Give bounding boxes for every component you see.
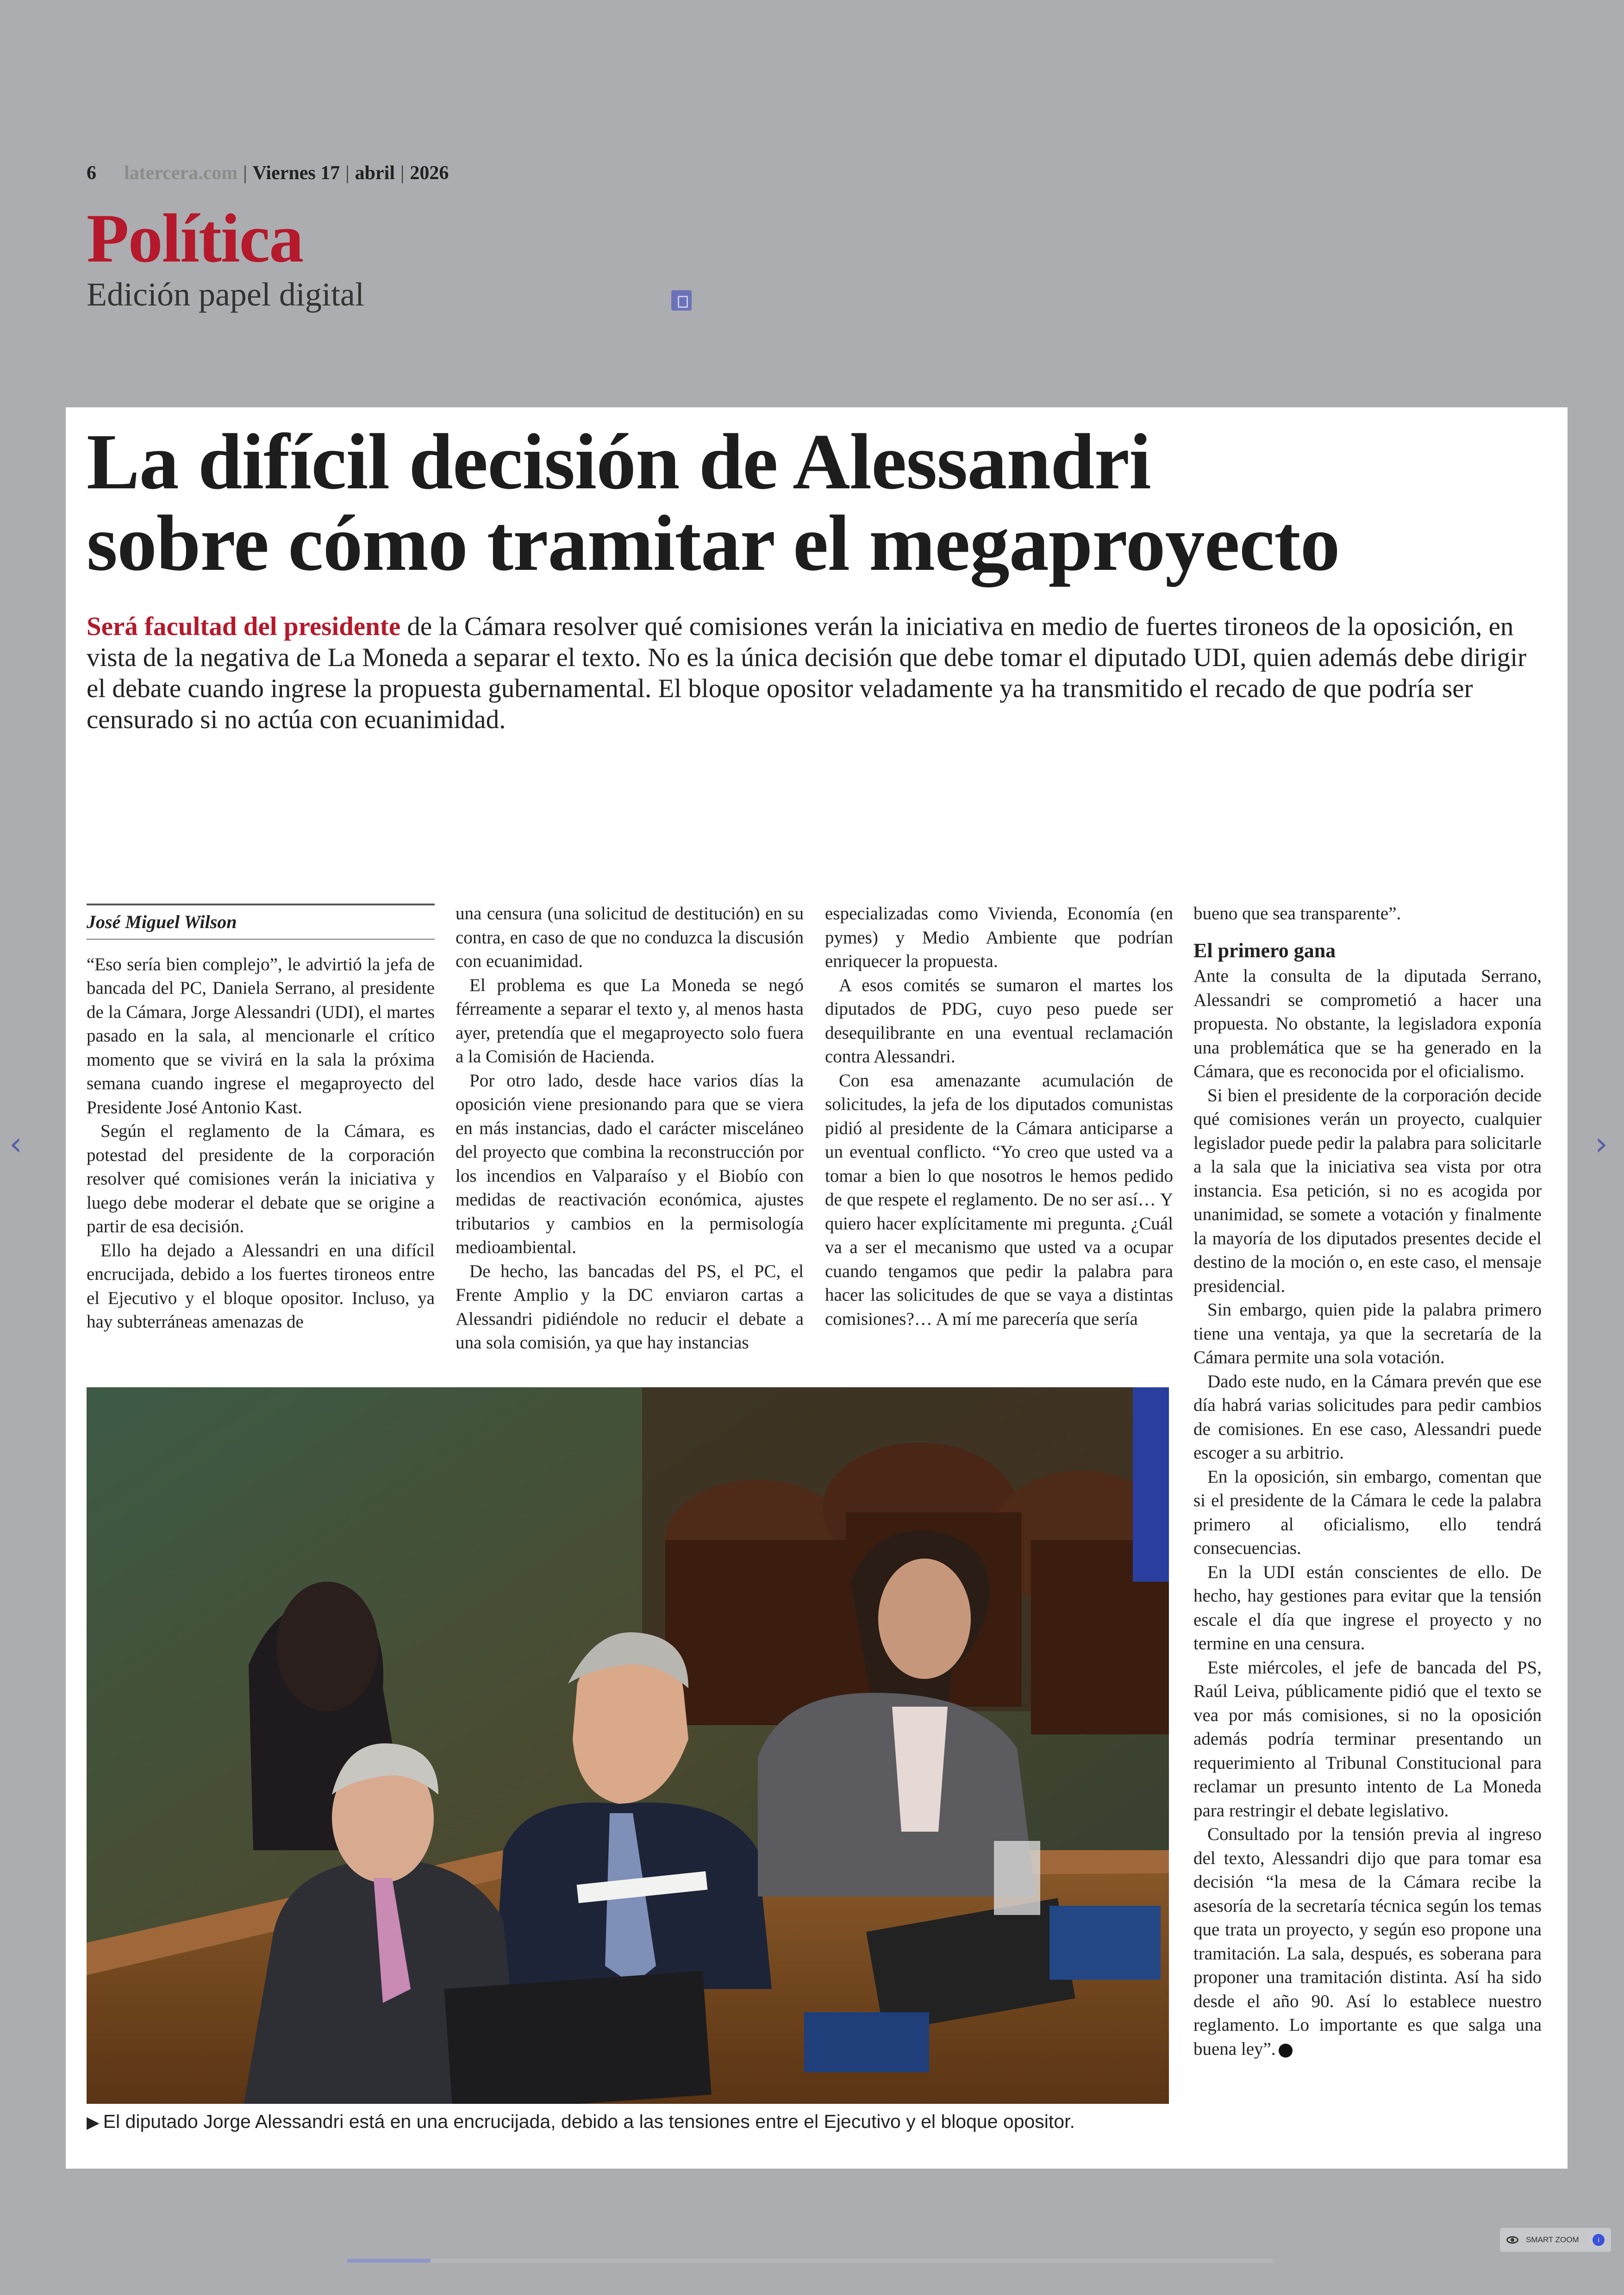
headline: [87, 418, 1545, 587]
end-mark-icon: [1279, 2044, 1293, 2058]
paragraph: Ante la consulta de la diputada Serrano, Alessandri se comprometió a hacer una propuesta. No obstante, la legisladora exponía una problemática que se ha generado en la Cámara, que es reconocida por el oficialismo.: [1193, 966, 1542, 1081]
issue-year: 2026: [410, 162, 449, 184]
paragraph: A esos comités se sumaron el martes los diputados de PDG, cuyo peso puede ser desequilibrante en una eventual reclamación contra Alessandri.: [825, 975, 1173, 1066]
issue-month: abril: [355, 162, 395, 184]
article-photo[interactable]: [87, 1387, 1169, 2104]
paragraph-text: Consultado por la tensión previa al ingreso del texto, Alessandri dijo que para tomar esa decisión “la mesa de la Cámara recibe la asesoría de la secretaría técnica según los temas que trata un proyecto, y según eso propone una tramitación. La sala, después, es soberana para proponer una tramitación distinta. Así ha sido desde el año 90. Así lo establece nuestro reglamento. Lo importante es que salga una buena ley”.: [1193, 1824, 1542, 2059]
chevron-left-icon[interactable]: ‹: [9, 1125, 22, 1163]
section-subtitle: Edición papel digital: [87, 276, 364, 313]
lead-paragraph: [87, 611, 1545, 735]
section-title: Política: [87, 200, 303, 277]
paragraph: bueno que sea transparente”.: [1193, 904, 1401, 923]
paragraph: El problema es que La Moneda se negó férreamente a separar el texto y, al menos hasta ayer, pretendía que el megaproyecto solo fuera a la Comisión de Hacienda.: [456, 975, 804, 1066]
lead-text: de la Cámara resolver qué comisiones verán la iniciativa en medio de fuertes tironeos de la oposición, en vista de la negativa de La Moneda a separar el texto. No es la única decisión que debe tomar el diputado UDI, quien además debe dirigir el debate cuando ingrese la propuesta gubernamental. El bloque opositor veladamente ya ha transmitido el recado de que podría ser censurado si no actúa con ecuanimidad.: [87, 612, 1527, 734]
photo-illustration: [87, 1387, 1169, 2104]
paragraph: Según el reglamento de la Cámara, es potestad del presidente de la corporación resolver qué comisiones verán la iniciativa y luego debe moderar el debate que se origine a partir de esa decisión.: [87, 1121, 435, 1236]
reading-progress-fill: [347, 2259, 431, 2263]
paragraph: Si bien el presidente de la corporación decide qué comisiones verán un proyecto, cualquier legislador puede pedir la palabra para solicitarle a la sala que la iniciativa sea vista por otra instancia. Esa petición, si no es acogida por unanimidad, se somete a votación y finalmente la mayoría de los diputados presentes decide el destino de la moción o, en este caso, el mensaje presidencial.: [1193, 1085, 1542, 1296]
paragraph: “Eso sería bien complejo”, le advirtió la jefa de bancada del PC, Daniela Serrano, al presidente de la Cámara, Jorge Alessandri (UDI), el martes pasado en la sala, al mencionarle el crítico momento que se vivirá en la sala la próxima semana cuando ingrese el megaproyecto del Presidente José Antonio Kast.: [87, 954, 435, 1117]
byline: José Miguel Wilson: [87, 904, 435, 940]
paragraph: Con esa amenazante acumulación de solicitudes, la jefa de los diputados comunistas pidió al presidente de la Cámara anticiparse a un eventual conflicto. “Yo creo que usted va a tomar a bien lo que nosotros le hemos pedido de que respete el reglamento. De no ser así… Y quiero hacer explícitamente mi pregunta. ¿Cuál va a ser el mecanismo que usted va a ocupar cuando tengamos que pedir la palabra para hacer las solicitudes de que se vaya a distintas comisiones?… A mí me parecería que sería: [825, 1070, 1173, 1329]
headline-line-2: sobre cómo tramitar el megaproyecto: [87, 499, 1340, 587]
paragraph: Dado este nudo, en la Cámara prevén que ese día habrá varias solicitudes para pedir cambios de comisiones. En ese caso, Alessandri puede escoger a su arbitrio.: [1193, 1371, 1542, 1463]
article-column-4: [1193, 902, 1542, 2061]
paragraph: especializadas como Vivienda, Economía (en pymes) y Medio Ambiente que podrían enriquecer la propuesta.: [825, 904, 1173, 971]
article-column-3: [825, 902, 1173, 1331]
smart-zoom-label: SMART ZOOM: [1526, 2235, 1579, 2244]
paragraph: Por otro lado, desde hace varios días la oposición viene presionando para que se viera en más instancias, dado el carácter misceláneo del proyecto que combina la reconstrucción por los incendios en Valparaíso y el Biobío con medidas de reactivación económica, ajustes tributarios y cambios en la permisología medioambiental.: [456, 1070, 804, 1257]
reading-progress-track[interactable]: [347, 2259, 1273, 2263]
divider: |: [400, 162, 405, 184]
eye-icon: [1506, 2236, 1518, 2244]
info-badge: i: [1593, 2234, 1605, 2246]
headline-line-1: La difícil decisión de Alessandri: [87, 418, 1151, 506]
smart-zoom-button[interactable]: [1500, 2228, 1611, 2252]
paragraph: una censura (una solicitud de destitución) en su contra, en caso de que no conduzca la discusión con ecuanimidad.: [456, 904, 804, 971]
paragraph: Sin embargo, quien pide la palabra primero tiene una ventaja, ya que la secretaría de la Cámara permite una sola votación.: [1193, 1300, 1542, 1367]
bookmark-icon[interactable]: [671, 290, 692, 311]
photo-caption: [87, 2111, 1169, 2133]
subheading: El primero gana: [1193, 939, 1336, 962]
paragraph: Este miércoles, el jefe de bancada del PS, Raúl Leiva, públicamente pidió que el texto se vea por más comisiones, si no la oposición además podría terminar presentando un requerimiento al Tribunal Constitucional para reclamar un presunto intento de La Moneda para restringir el debate legislativo.: [1193, 1657, 1542, 1821]
paragraph: De hecho, las bancadas del PS, el PC, el Frente Amplio y la DC enviaron cartas a Alessandri pidiéndole no reducir el debate a una sola comisión, ya que hay instancias: [456, 1261, 804, 1353]
divider: |: [243, 162, 247, 184]
paragraph: [1193, 1822, 1542, 2061]
caption-text: El diputado Jorge Alessandri está en una encrucijada, debido a las tensiones entre el Ejecutivo y el bloque opositor.: [103, 2111, 1075, 2132]
page-meta: [87, 162, 449, 184]
chevron-right-icon[interactable]: ›: [1595, 1125, 1608, 1163]
issue-day: Viernes 17: [252, 162, 340, 184]
caption-arrow-icon: ▶: [87, 2113, 100, 2132]
article-column-2: [456, 902, 804, 1355]
paragraph: En la UDI están conscientes de ello. De hecho, hay gestiones para evitar que la tensión escale el día que ingrese el proyecto y no termine en una censura.: [1193, 1562, 1542, 1653]
article-page: [66, 407, 1568, 2169]
article-column-1: [87, 902, 435, 1334]
paragraph: En la oposición, sin embargo, comentan que si el presidente de la Cámara le cede la palabra primero al oficialismo, ello tendrá consecuencias.: [1193, 1466, 1542, 1558]
site-name: latercera.com: [124, 162, 238, 184]
paragraph: Ello ha dejado a Alessandri en una difícil encrucijada, debido a los fuertes tironeos entre el Ejecutivo y el bloque opositor. Incluso, ya hay subterráneas amenazas de: [87, 1240, 435, 1332]
divider: |: [345, 162, 350, 184]
page-number: 6: [87, 162, 96, 184]
lead-highlight: Será facultad del presidente: [87, 612, 401, 641]
